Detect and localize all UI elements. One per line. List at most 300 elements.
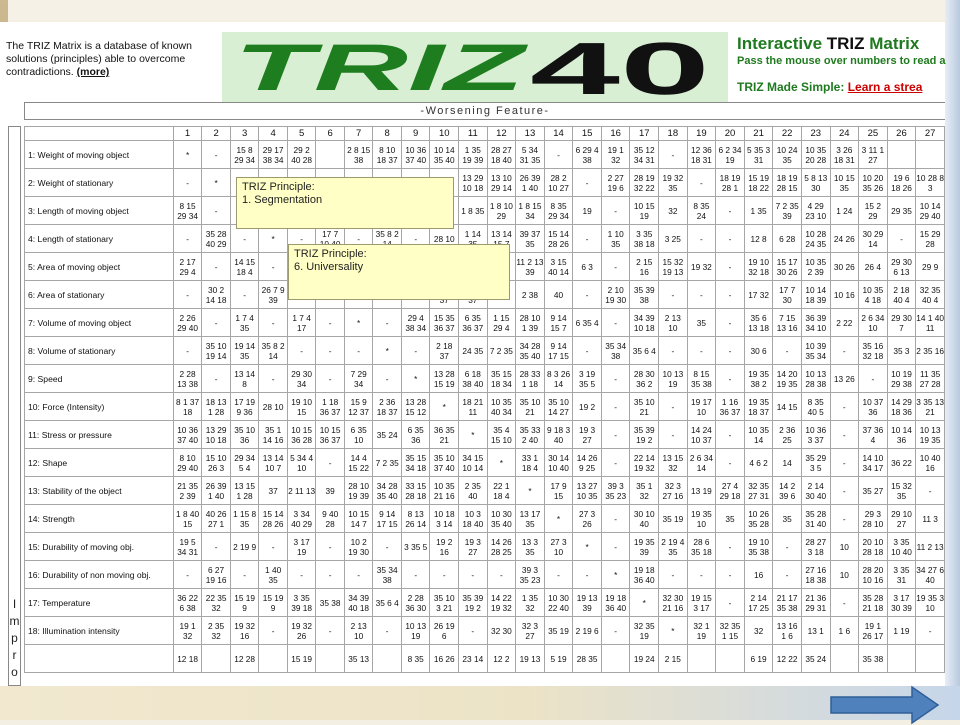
matrix-cell[interactable]: 5 34 4 10 (287, 449, 316, 477)
matrix-cell[interactable]: 15 19 9 (230, 589, 259, 617)
matrix-cell[interactable]: 10 35 14 (744, 421, 773, 449)
matrix-cell[interactable]: 15 8 29 34 (230, 141, 259, 169)
matrix-cell[interactable]: - (601, 197, 630, 225)
matrix-cell[interactable]: 35 8 2 (373, 225, 402, 253)
matrix-cell[interactable]: 10 40 16 (916, 449, 945, 477)
matrix-cell[interactable]: * (401, 365, 430, 393)
matrix-cell[interactable]: 1 7 4 17 (287, 309, 316, 337)
matrix-cell[interactable]: 29 10 27 (887, 505, 916, 533)
matrix-cell[interactable]: - (173, 225, 202, 253)
matrix-cell[interactable]: 2 28 36 30 (401, 589, 430, 617)
matrix-cell[interactable]: 10 28 8 3 (916, 169, 945, 197)
matrix-cell[interactable]: 14 10 34 17 (859, 449, 888, 477)
matrix-cell[interactable]: - (659, 337, 688, 365)
matrix-cell[interactable]: - (573, 561, 602, 589)
matrix-cell[interactable]: 3 35 39 18 (287, 589, 316, 617)
matrix-cell[interactable]: - (202, 309, 231, 337)
matrix-cell[interactable]: 13 29 10 18 (459, 169, 488, 197)
matrix-cell[interactable]: 10 14 29 40 (916, 197, 945, 225)
matrix-cell[interactable]: 19 18 36 40 (601, 589, 630, 617)
matrix-cell[interactable]: * (259, 225, 288, 253)
matrix-cell[interactable]: 6 35 10 (344, 421, 373, 449)
matrix-cell[interactable]: 1 35 (744, 197, 773, 225)
matrix-cell[interactable]: 3 35 13 21 (916, 393, 945, 421)
matrix-cell[interactable]: 10 35 4 18 (859, 281, 888, 309)
matrix-cell[interactable]: 10 26 35 28 (744, 505, 773, 533)
matrix-cell[interactable]: 35 24 (373, 421, 402, 449)
matrix-cell[interactable]: 14 29 18 36 (887, 393, 916, 421)
matrix-cell[interactable]: 28 20 10 16 (859, 561, 888, 589)
matrix-cell[interactable]: - (344, 561, 373, 589)
matrix-cell[interactable]: 2 35 16 (916, 337, 945, 365)
matrix-cell[interactable]: - (316, 561, 345, 589)
matrix-cell[interactable]: 15 14 28 26 (544, 225, 573, 253)
matrix-cell[interactable]: 35 1 14 16 (259, 421, 288, 449)
matrix-cell[interactable]: - (830, 449, 859, 477)
matrix-cell[interactable]: * (601, 561, 630, 589)
matrix-cell[interactable]: 36 22 6 38 (173, 589, 202, 617)
matrix-cell[interactable]: 28 33 1 18 (516, 365, 545, 393)
matrix-cell[interactable]: - (830, 589, 859, 617)
matrix-cell[interactable]: * (573, 533, 602, 561)
matrix-cell[interactable]: 33 1 18 4 (516, 449, 545, 477)
matrix-cell[interactable]: 35 16 32 18 (859, 337, 888, 365)
matrix-cell[interactable]: 10 14 18 39 (801, 281, 830, 309)
matrix-cell[interactable]: 2 6 34 10 (859, 309, 888, 337)
matrix-cell[interactable]: * (544, 505, 573, 533)
matrix-cell[interactable]: 35 19 (544, 617, 573, 645)
matrix-cell[interactable]: - (573, 225, 602, 253)
matrix-cell[interactable]: 8 10 18 37 (373, 141, 402, 169)
matrix-cell[interactable]: 18 21 11 (459, 393, 488, 421)
matrix-cell[interactable]: - (401, 561, 430, 589)
matrix-cell[interactable]: 19 15 3 17 (687, 589, 716, 617)
matrix-cell[interactable]: 35 28 31 40 (801, 505, 830, 533)
matrix-cell[interactable]: - (716, 533, 745, 561)
matrix-cell[interactable]: 37 36 4 (859, 421, 888, 449)
matrix-cell[interactable]: 17 32 (744, 281, 773, 309)
matrix-cell[interactable]: 10 30 22 40 (544, 589, 573, 617)
matrix-cell[interactable]: - (487, 561, 516, 589)
matrix-cell[interactable]: 1 8 15 34 (516, 197, 545, 225)
matrix-cell[interactable] (887, 645, 916, 673)
matrix-cell[interactable]: - (573, 337, 602, 365)
matrix-cell[interactable]: 1 6 (830, 617, 859, 645)
matrix-cell[interactable] (373, 645, 402, 673)
matrix-cell[interactable]: - (659, 421, 688, 449)
matrix-cell[interactable]: 35 10 36 (230, 421, 259, 449)
matrix-cell[interactable]: - (601, 421, 630, 449)
matrix-cell[interactable]: - (459, 561, 488, 589)
matrix-cell[interactable]: 2 35 32 (202, 617, 231, 645)
matrix-cell[interactable]: 15 32 35 (887, 477, 916, 505)
matrix-cell[interactable]: - (202, 141, 231, 169)
matrix-cell[interactable]: 19 32 16 (230, 617, 259, 645)
matrix-cell[interactable]: 10 15 35 (830, 169, 859, 197)
matrix-cell[interactable]: 9 14 17 15 (373, 505, 402, 533)
matrix-cell[interactable]: 28 19 32 22 (630, 169, 659, 197)
matrix-cell[interactable]: 10 14 35 40 (430, 141, 459, 169)
matrix-cell[interactable]: * (659, 617, 688, 645)
matrix-cell[interactable]: 10 35 20 28 (801, 141, 830, 169)
matrix-cell[interactable] (259, 645, 288, 673)
matrix-cell[interactable]: - (716, 337, 745, 365)
matrix-cell[interactable]: - (316, 365, 345, 393)
matrix-cell[interactable]: 10 15 19 (630, 197, 659, 225)
matrix-cell[interactable]: 30 29 14 (859, 225, 888, 253)
matrix-cell[interactable]: 35 (716, 505, 745, 533)
matrix-cell[interactable]: 35 12 34 31 (630, 141, 659, 169)
matrix-cell[interactable]: 19 32 35 (659, 169, 688, 197)
matrix-cell[interactable]: 2 18 37 (430, 337, 459, 365)
matrix-cell[interactable]: - (716, 281, 745, 309)
matrix-cell[interactable]: 2 19 9 (230, 533, 259, 561)
matrix-cell[interactable]: 26 39 1 40 (202, 477, 231, 505)
matrix-cell[interactable]: 28 27 18 40 (487, 141, 516, 169)
matrix-cell[interactable]: 2 17 29 4 (173, 253, 202, 281)
matrix-cell[interactable]: 35 34 38 (601, 337, 630, 365)
matrix-cell[interactable]: * (344, 309, 373, 337)
matrix-cell[interactable]: 35 10 21 (516, 393, 545, 421)
matrix-cell[interactable]: - (316, 337, 345, 365)
matrix-cell[interactable]: 39 37 35 (516, 225, 545, 253)
matrix-cell[interactable]: 6 19 (744, 645, 773, 673)
matrix-cell[interactable]: 19 10 15 (287, 393, 316, 421)
matrix-cell[interactable]: 8 13 26 14 (401, 505, 430, 533)
matrix-cell[interactable]: 1 15 8 35 (230, 505, 259, 533)
matrix-cell[interactable]: 2 8 15 38 (344, 141, 373, 169)
matrix-cell[interactable]: 2 19 4 35 (659, 533, 688, 561)
matrix-cell[interactable]: 5 34 31 35 (516, 141, 545, 169)
matrix-cell[interactable]: 29 30 7 (887, 309, 916, 337)
matrix-cell[interactable]: 10 (830, 533, 859, 561)
matrix-cell[interactable]: - (601, 505, 630, 533)
matrix-cell[interactable]: - (173, 561, 202, 589)
matrix-cell[interactable]: 29 2 40 28 (287, 141, 316, 169)
matrix-cell[interactable]: 19 17 10 (687, 393, 716, 421)
matrix-cell[interactable]: 10 36 37 40 (173, 421, 202, 449)
matrix-cell[interactable]: 37 (259, 477, 288, 505)
matrix-cell[interactable]: 22 1 18 4 (487, 477, 516, 505)
matrix-cell[interactable]: 35 33 2 40 (516, 421, 545, 449)
matrix-cell[interactable]: 2 10 19 30 (601, 281, 630, 309)
matrix-cell[interactable]: 8 35 40 5 (801, 393, 830, 421)
matrix-cell[interactable]: 32 30 21 16 (659, 589, 688, 617)
matrix-cell[interactable]: 10 20 35 26 (859, 169, 888, 197)
matrix-cell[interactable]: 10 16 (830, 281, 859, 309)
matrix-cell[interactable]: 13 1 (801, 617, 830, 645)
matrix-cell[interactable]: 13 3 35 (516, 533, 545, 561)
matrix-cell[interactable]: - (601, 253, 630, 281)
matrix-cell[interactable]: - (316, 533, 345, 561)
matrix-cell[interactable]: 15 19 9 (259, 589, 288, 617)
matrix-cell[interactable]: 15 32 19 13 (659, 253, 688, 281)
matrix-cell[interactable]: 30 6 (744, 337, 773, 365)
matrix-cell[interactable]: 35 28 40 29 (202, 225, 231, 253)
matrix-cell[interactable]: 10 14 36 (887, 421, 916, 449)
matrix-cell[interactable]: 6 28 (773, 225, 802, 253)
matrix-cell[interactable]: 19 35 18 37 (744, 393, 773, 421)
matrix-cell[interactable]: 10 24 35 (773, 141, 802, 169)
more-link[interactable]: (more) (76, 66, 110, 78)
matrix-cell[interactable]: 6 2 34 19 (716, 141, 745, 169)
matrix-cell[interactable]: - (716, 225, 745, 253)
matrix-cell[interactable]: - (859, 365, 888, 393)
matrix-cell[interactable]: 2 26 29 40 (173, 309, 202, 337)
matrix-cell[interactable]: - (259, 309, 288, 337)
matrix-cell[interactable]: 24 26 (830, 225, 859, 253)
matrix-cell[interactable]: 12 22 (773, 645, 802, 673)
matrix-cell[interactable]: 40 (544, 281, 573, 309)
matrix-cell[interactable]: 13 16 1 6 (773, 617, 802, 645)
matrix-cell[interactable]: 16 26 (430, 645, 459, 673)
matrix-cell[interactable]: 11 3 (916, 505, 945, 533)
matrix-cell[interactable]: 13 10 29 14 (487, 169, 516, 197)
matrix-cell[interactable]: 35 6 4 (630, 337, 659, 365)
matrix-cell[interactable]: 35 19 (659, 505, 688, 533)
matrix-cell[interactable]: - (716, 561, 745, 589)
matrix-cell[interactable]: 13 28 15 19 (430, 365, 459, 393)
matrix-cell[interactable]: - (830, 421, 859, 449)
matrix-cell[interactable]: 30 2 14 18 (202, 281, 231, 309)
matrix-cell[interactable]: - (202, 253, 231, 281)
matrix-cell[interactable]: 8 35 (401, 645, 430, 673)
matrix-cell[interactable]: 12 28 (230, 645, 259, 673)
matrix-cell[interactable]: 1 7 4 35 (230, 309, 259, 337)
matrix-cell[interactable]: 19 32 26 (287, 617, 316, 645)
matrix-cell[interactable]: 34 39 40 18 (344, 589, 373, 617)
matrix-cell[interactable]: 13 17 35 (516, 505, 545, 533)
matrix-cell[interactable]: 40 26 27 1 (202, 505, 231, 533)
matrix-cell[interactable]: 2 13 10 (344, 617, 373, 645)
matrix-cell[interactable]: 20 10 28 18 (859, 533, 888, 561)
matrix-cell[interactable]: 14 22 19 32 (487, 589, 516, 617)
matrix-cell[interactable]: 19 3 27 (459, 533, 488, 561)
matrix-cell[interactable]: 33 15 28 18 (401, 477, 430, 505)
matrix-cell[interactable]: 12 18 (173, 645, 202, 673)
matrix-cell[interactable]: - (373, 617, 402, 645)
matrix-cell[interactable]: 5 8 13 30 (801, 169, 830, 197)
matrix-cell[interactable]: 10 35 2 39 (801, 253, 830, 281)
matrix-cell[interactable]: - (373, 365, 402, 393)
matrix-cell[interactable]: 7 2 35 39 (773, 197, 802, 225)
matrix-cell[interactable]: 1 40 35 (259, 561, 288, 589)
matrix-cell[interactable]: - (601, 533, 630, 561)
matrix-cell[interactable]: 13 27 10 35 (573, 477, 602, 505)
matrix-cell[interactable]: * (459, 421, 488, 449)
matrix-cell[interactable]: - (916, 617, 945, 645)
matrix-cell[interactable] (316, 141, 345, 169)
matrix-cell[interactable]: 14 15 (773, 393, 802, 421)
matrix-cell[interactable]: - (344, 225, 373, 253)
learn-link[interactable]: Learn a strea (847, 80, 923, 94)
matrix-cell[interactable]: 13 28 15 12 (401, 393, 430, 421)
matrix-cell[interactable]: 19 1 26 17 (859, 617, 888, 645)
matrix-cell[interactable]: 8 35 29 34 (544, 197, 573, 225)
matrix-cell[interactable]: 3 19 35 5 (573, 365, 602, 393)
matrix-cell[interactable]: 5 35 3 31 (744, 141, 773, 169)
matrix-cell[interactable]: 1 35 32 (516, 589, 545, 617)
matrix-cell[interactable]: 28 27 3 18 (801, 533, 830, 561)
matrix-cell[interactable]: - (716, 197, 745, 225)
matrix-cell[interactable]: 36 39 34 10 (801, 309, 830, 337)
matrix-cell[interactable]: 19 2 16 (430, 533, 459, 561)
matrix-cell[interactable]: 2 35 40 (459, 477, 488, 505)
matrix-cell[interactable] (916, 645, 945, 673)
matrix-cell[interactable] (830, 645, 859, 673)
matrix-cell[interactable]: 34 28 35 40 (373, 477, 402, 505)
matrix-cell[interactable]: 13 15 1 28 (230, 477, 259, 505)
matrix-cell[interactable]: 9 14 15 7 (544, 309, 573, 337)
matrix-cell[interactable]: 10 37 36 (859, 393, 888, 421)
matrix-cell[interactable]: 27 3 26 (573, 505, 602, 533)
matrix-cell[interactable]: 32 1 19 (687, 617, 716, 645)
matrix-cell[interactable]: 30 14 10 40 (544, 449, 573, 477)
matrix-cell[interactable]: 10 36 37 40 (401, 141, 430, 169)
matrix-cell[interactable]: 14 (773, 449, 802, 477)
matrix-cell[interactable]: - (430, 561, 459, 589)
matrix-cell[interactable]: 10 2 19 30 (344, 533, 373, 561)
matrix-cell[interactable]: 7 29 34 (344, 365, 373, 393)
matrix-cell[interactable]: 23 14 (459, 645, 488, 673)
matrix-cell[interactable]: 35 (773, 505, 802, 533)
matrix-cell[interactable]: - (544, 141, 573, 169)
matrix-cell[interactable]: 35 15 18 34 (487, 365, 516, 393)
matrix-cell[interactable]: - (830, 393, 859, 421)
matrix-cell[interactable]: 2 15 (659, 645, 688, 673)
matrix-cell[interactable]: 1 35 19 39 (459, 141, 488, 169)
matrix-cell[interactable]: - (716, 449, 745, 477)
matrix-cell[interactable]: 8 15 29 34 (173, 197, 202, 225)
matrix-cell[interactable]: - (716, 421, 745, 449)
matrix-cell[interactable]: 14 26 28 25 (487, 533, 516, 561)
matrix-cell[interactable]: 1 10 35 (601, 225, 630, 253)
matrix-cell[interactable]: - (716, 309, 745, 337)
matrix-cell[interactable]: - (316, 309, 345, 337)
matrix-cell[interactable] (716, 645, 745, 673)
matrix-cell[interactable]: 4 6 2 (744, 449, 773, 477)
matrix-cell[interactable]: 32 35 27 31 (744, 477, 773, 505)
matrix-cell[interactable]: 8 1 37 18 (173, 393, 202, 421)
matrix-cell[interactable]: 12 2 (487, 645, 516, 673)
matrix-cell[interactable]: 10 15 36 28 (287, 421, 316, 449)
matrix-cell[interactable]: - (373, 533, 402, 561)
matrix-cell[interactable]: - (601, 365, 630, 393)
matrix-cell[interactable]: 2 19 6 (573, 617, 602, 645)
matrix-cell[interactable]: 2 14 17 25 (744, 589, 773, 617)
matrix-cell[interactable]: 17 19 9 36 (230, 393, 259, 421)
matrix-cell[interactable]: - (173, 169, 202, 197)
matrix-cell[interactable]: 1 18 36 37 (316, 393, 345, 421)
matrix-cell[interactable]: 10 30 35 40 (487, 505, 516, 533)
matrix-cell[interactable]: 11 2 13 39 (516, 253, 545, 281)
matrix-cell[interactable]: 34 28 35 40 (516, 337, 545, 365)
matrix-cell[interactable]: - (287, 561, 316, 589)
matrix-cell[interactable]: 29 17 38 34 (259, 141, 288, 169)
matrix-cell[interactable]: - (259, 365, 288, 393)
matrix-cell[interactable]: - (773, 561, 802, 589)
matrix-cell[interactable]: - (459, 617, 488, 645)
matrix-cell[interactable]: - (573, 281, 602, 309)
matrix-cell[interactable]: 29 34 5 4 (230, 449, 259, 477)
matrix-cell[interactable]: 35 39 19 2 (459, 589, 488, 617)
matrix-cell[interactable]: 15 35 36 37 (430, 309, 459, 337)
matrix-cell[interactable]: 19 18 36 40 (630, 561, 659, 589)
matrix-cell[interactable]: 19 2 (573, 393, 602, 421)
matrix-cell[interactable]: 2 36 25 (773, 421, 802, 449)
matrix-cell[interactable]: 30 10 40 (630, 505, 659, 533)
matrix-cell[interactable]: 35 4 15 10 (487, 421, 516, 449)
matrix-cell[interactable]: 35 10 3 21 (430, 589, 459, 617)
matrix-cell[interactable]: 39 3 35 23 (601, 477, 630, 505)
matrix-cell[interactable]: 1 19 (887, 617, 916, 645)
matrix-cell[interactable]: 32 (659, 197, 688, 225)
matrix-cell[interactable]: 32 30 (487, 617, 516, 645)
matrix-cell[interactable]: 3 15 40 14 (544, 253, 573, 281)
matrix-cell[interactable] (887, 141, 916, 169)
matrix-cell[interactable]: 1 24 (830, 197, 859, 225)
matrix-cell[interactable]: 32 35 40 4 (916, 281, 945, 309)
matrix-cell[interactable]: 13 26 (830, 365, 859, 393)
matrix-cell[interactable]: 10 13 28 38 (801, 365, 830, 393)
matrix-cell[interactable]: 39 (316, 477, 345, 505)
matrix-cell[interactable]: 14 4 15 22 (344, 449, 373, 477)
matrix-cell[interactable]: 7 2 35 (487, 337, 516, 365)
matrix-cell[interactable]: 35 28 21 18 (859, 589, 888, 617)
matrix-cell[interactable]: 19 35 39 (630, 533, 659, 561)
matrix-cell[interactable]: 29 30 6 13 (887, 253, 916, 281)
matrix-cell[interactable]: - (316, 449, 345, 477)
matrix-cell[interactable]: 35 27 (859, 477, 888, 505)
matrix-cell[interactable]: 28 30 36 2 (630, 365, 659, 393)
matrix-cell[interactable]: 21 36 29 31 (801, 589, 830, 617)
matrix-cell[interactable]: 35 10 19 14 (202, 337, 231, 365)
matrix-cell[interactable]: 29 9 (916, 253, 945, 281)
matrix-cell[interactable]: 2 28 13 38 (173, 365, 202, 393)
matrix-cell[interactable]: 22 35 32 (202, 589, 231, 617)
matrix-cell[interactable]: 21 17 35 38 (773, 589, 802, 617)
matrix-cell[interactable]: 15 14 28 26 (259, 505, 288, 533)
matrix-cell[interactable]: 19 13 39 (573, 589, 602, 617)
matrix-cell[interactable]: 10 35 40 34 (487, 393, 516, 421)
matrix-cell[interactable]: 28 10 1 39 (516, 309, 545, 337)
matrix-cell[interactable]: - (259, 617, 288, 645)
matrix-cell[interactable]: - (230, 561, 259, 589)
matrix-cell[interactable]: 6 35 36 37 (459, 309, 488, 337)
matrix-cell[interactable]: 35 13 (344, 645, 373, 673)
matrix-cell[interactable]: - (202, 197, 231, 225)
matrix-cell[interactable]: - (830, 505, 859, 533)
matrix-cell[interactable]: 32 35 1 15 (716, 617, 745, 645)
matrix-cell[interactable]: * (430, 393, 459, 421)
matrix-cell[interactable]: 18 19 28 15 (773, 169, 802, 197)
matrix-cell[interactable]: - (173, 281, 202, 309)
matrix-cell[interactable]: 17 7 (316, 225, 345, 253)
matrix-cell[interactable]: 27 3 10 (544, 533, 573, 561)
matrix-cell[interactable]: 18 13 1 28 (202, 393, 231, 421)
matrix-cell[interactable]: 34 27 6 40 (916, 561, 945, 589)
matrix-cell[interactable]: 10 28 24 35 (801, 225, 830, 253)
matrix-cell[interactable]: - (601, 449, 630, 477)
matrix-cell[interactable]: 39 3 35 23 (516, 561, 545, 589)
matrix-cell[interactable]: 17 7 30 (773, 281, 802, 309)
matrix-cell[interactable]: 34 15 10 14 (459, 449, 488, 477)
matrix-cell[interactable]: * (173, 141, 202, 169)
matrix-cell[interactable]: 15 2 29 (859, 197, 888, 225)
matrix-cell[interactable]: 26 19 6 (430, 617, 459, 645)
matrix-cell[interactable]: 28 10 (259, 393, 288, 421)
matrix-cell[interactable]: 1 8 10 29 (487, 197, 516, 225)
